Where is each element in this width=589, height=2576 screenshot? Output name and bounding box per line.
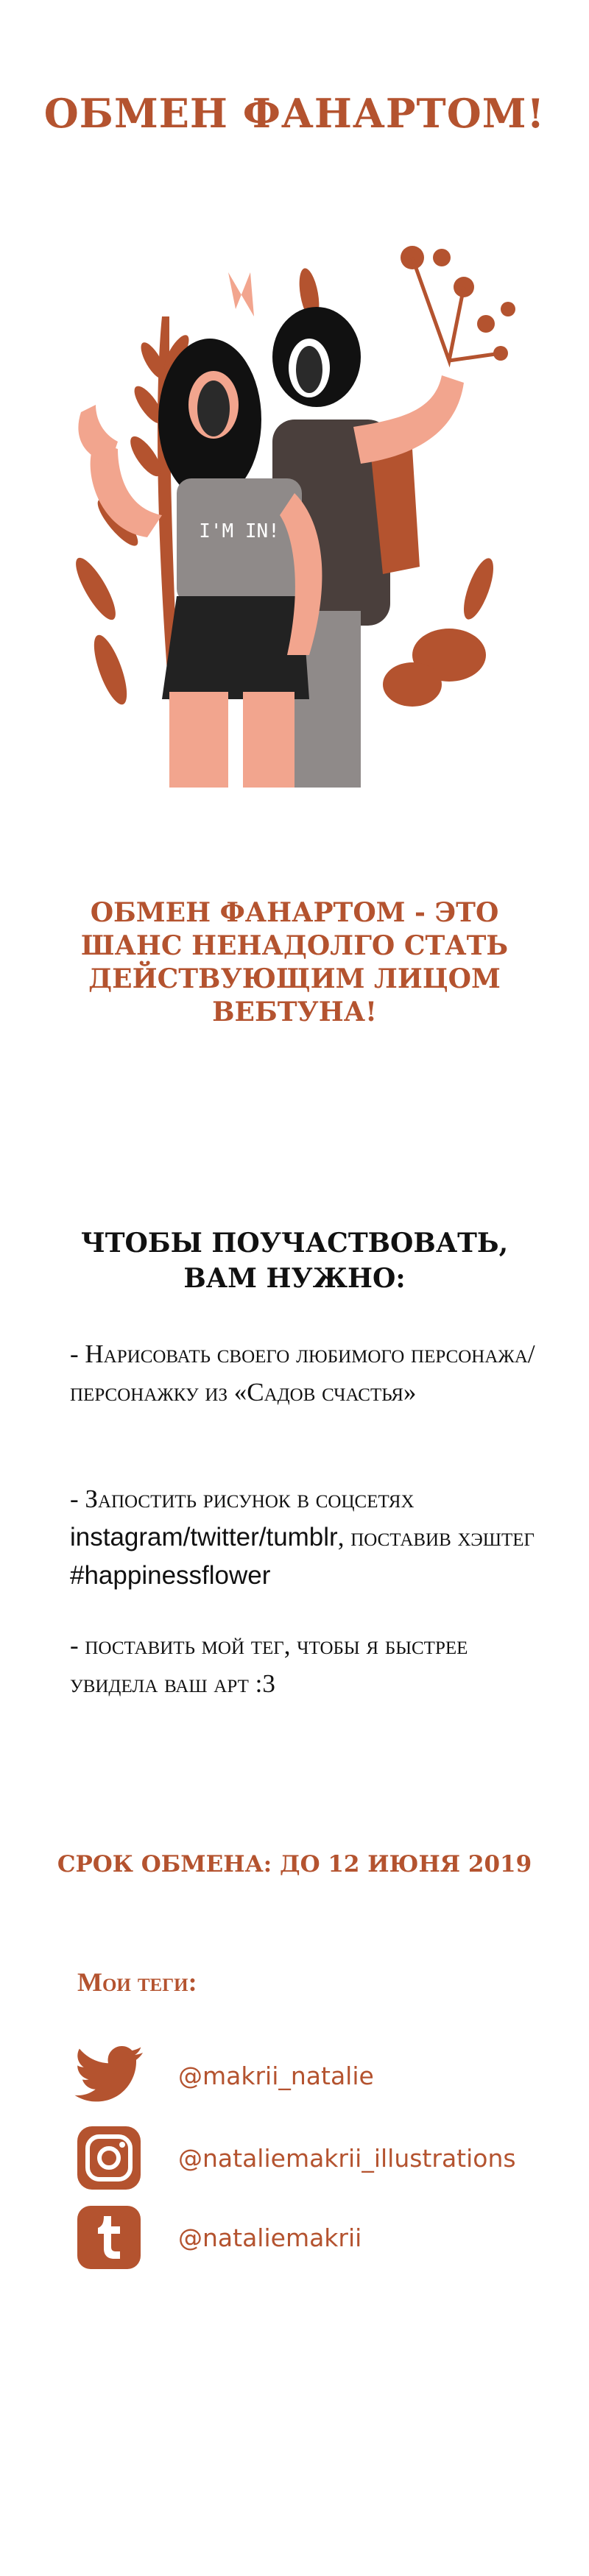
tag-row-tumblr[interactable] bbox=[74, 2201, 361, 2274]
how-to-heading: ЧТОБЫ ПОУЧАСТВОВАТЬ, ВАМ НУЖНО: bbox=[80, 1228, 509, 1294]
tags-heading: Мои теги: bbox=[77, 1967, 197, 1997]
step-2-platforms: instagram/twitter/tumblr bbox=[70, 1523, 338, 1551]
page-title: ОБМЕН ФАНАРТОМ! bbox=[43, 90, 546, 137]
step-2-part-c: , поставив хэштег bbox=[337, 1523, 535, 1551]
step-3: - поставить мой тег, чтобы я быстрее увидела ваш арт :3 bbox=[70, 1631, 468, 1698]
step-2-hashtag: #happinessflower bbox=[70, 1561, 271, 1590]
tag-row-twitter[interactable] bbox=[74, 2039, 374, 2112]
couple-illustration bbox=[66, 243, 537, 802]
twitter-icon bbox=[74, 2040, 144, 2111]
twitter-handle: @makrii_natalie bbox=[178, 2061, 374, 2090]
intro-text: ОБМЕН ФАНАРТОМ - ЭТО ШАНС НЕНАДОЛГО СТАТЬ ДЕЙСТВУЮЩИМ ЛИЦОМ ВЕБТУНА! bbox=[80, 897, 509, 1027]
step-2-part-a: - Запостить рисунок в соцсетях bbox=[70, 1485, 415, 1513]
deadline-text: СРОК ОБМЕНА: ДО 12 ИЮНЯ 2019 bbox=[57, 1851, 532, 1878]
step-2 bbox=[70, 1480, 549, 1595]
step-1: - Нарисовать своего любимого персонажа/персонажку из «Садов счастья» bbox=[70, 1340, 535, 1406]
tag-row-instagram[interactable] bbox=[74, 2121, 516, 2195]
tumblr-icon bbox=[74, 2202, 144, 2273]
instagram-handle: @nataliemakrii_illustrations bbox=[178, 2143, 516, 2173]
instagram-icon bbox=[74, 2123, 144, 2193]
tumblr-handle: @nataliemakrii bbox=[178, 2223, 362, 2252]
shirt-text: I'M IN! bbox=[199, 520, 280, 542]
